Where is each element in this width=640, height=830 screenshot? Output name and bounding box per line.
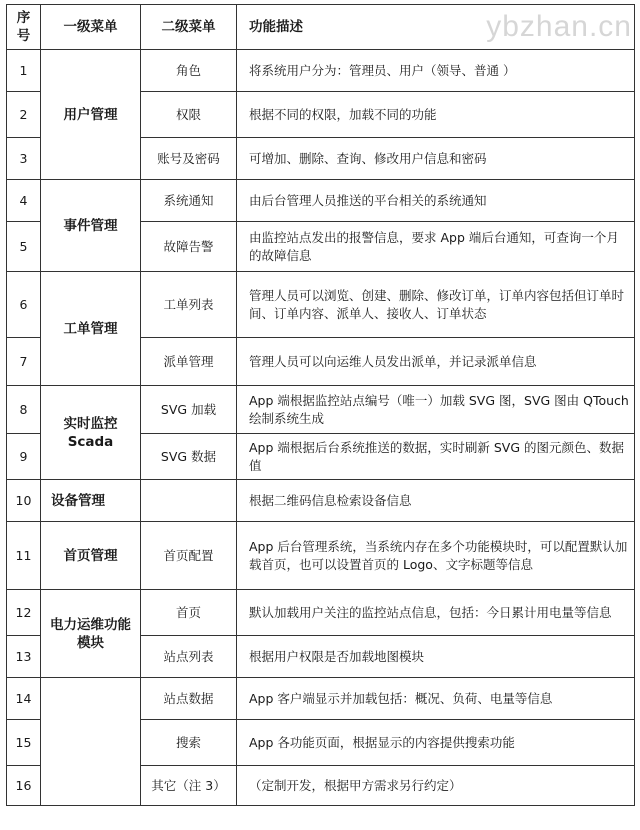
group-order: 工单管理 [41, 272, 141, 386]
row-number: 14 [7, 678, 41, 720]
description-cell: App 端根据后台系统推送的数据，实时刷新 SVG 的图元颜色、数据值 [237, 434, 635, 480]
description-cell: App 后台管理系统，当系统内存在多个功能模块时，可以配置默认加载首页，也可以设置首页的 Logo、文字标题等信息 [237, 522, 635, 590]
submenu-cell: 系统通知 [141, 180, 237, 222]
feature-menu-table [6, 4, 635, 806]
group-home: 首页管理 [41, 522, 141, 590]
group-monitor: 实时监控 Scada [41, 386, 141, 480]
group-device: 设备管理 [41, 480, 141, 522]
row-number: 13 [7, 636, 41, 678]
table-row [7, 50, 635, 92]
submenu-cell: 权限 [141, 92, 237, 138]
header-level2: 二级菜单 [141, 5, 237, 50]
table-row [7, 522, 635, 590]
row-number: 7 [7, 338, 41, 386]
table-row [7, 180, 635, 222]
description-cell: App 各功能页面，根据显示的内容提供搜索功能 [237, 720, 635, 766]
description-cell: 根据二维码信息检索设备信息 [237, 480, 635, 522]
row-number: 8 [7, 386, 41, 434]
row-number: 6 [7, 272, 41, 338]
submenu-cell: 首页配置 [141, 522, 237, 590]
row-number: 1 [7, 50, 41, 92]
submenu-cell: 其它（注 3） [141, 766, 237, 806]
submenu-cell: 站点列表 [141, 636, 237, 678]
description-cell: 可增加、删除、查询、修改用户信息和密码 [237, 138, 635, 180]
row-number: 2 [7, 92, 41, 138]
submenu-cell [141, 480, 237, 522]
header-row [7, 5, 635, 50]
description-cell: 将系统用户分为：管理员、用户（领导、普通 ） [237, 50, 635, 92]
description-cell: 管理人员可以浏览、创建、删除、修改订单，订单内容包括但订单时间、订单内容、派单人、接收人、订单状态 [237, 272, 635, 338]
group-power: 电力运维功能模块 [41, 590, 141, 678]
row-number: 3 [7, 138, 41, 180]
table-row [7, 590, 635, 636]
group-event: 事件管理 [41, 180, 141, 272]
row-number: 11 [7, 522, 41, 590]
submenu-cell: 工单列表 [141, 272, 237, 338]
row-number: 12 [7, 590, 41, 636]
table-row [7, 386, 635, 434]
row-number: 5 [7, 222, 41, 272]
description-cell: App 端根据监控站点编号（唯一）加载 SVG 图，SVG 图由 QTouch 绘制系统生成 [237, 386, 635, 434]
submenu-cell: 首页 [141, 590, 237, 636]
description-cell: 由监控站点发出的报警信息，要求 App 端后台通知，可查询一个月的故障信息 [237, 222, 635, 272]
group-user: 用户管理 [41, 50, 141, 180]
description-cell: 管理人员可以向运维人员发出派单，并记录派单信息 [237, 338, 635, 386]
table-row [7, 480, 635, 522]
submenu-cell: 搜索 [141, 720, 237, 766]
description-cell: App 客户端显示并加载包括：概况、负荷、电量等信息 [237, 678, 635, 720]
description-cell: 根据不同的权限，加载不同的功能 [237, 92, 635, 138]
submenu-cell: SVG 数据 [141, 434, 237, 480]
row-number: 15 [7, 720, 41, 766]
table-row [7, 272, 635, 338]
watermark-text: ybzhan.cn [486, 10, 632, 43]
description-cell: 根据用户权限是否加载地图模块 [237, 636, 635, 678]
description-cell: （定制开发，根据甲方需求另行约定） [237, 766, 635, 806]
submenu-cell: 账号及密码 [141, 138, 237, 180]
submenu-cell: 故障告警 [141, 222, 237, 272]
submenu-cell: 派单管理 [141, 338, 237, 386]
description-cell: 默认加载用户关注的监控站点信息，包括：今日累计用电量等信息 [237, 590, 635, 636]
row-number: 10 [7, 480, 41, 522]
header-seq: 序号 [7, 5, 41, 50]
row-number: 16 [7, 766, 41, 806]
description-cell: 由后台管理人员推送的平台相关的系统通知 [237, 180, 635, 222]
row-number: 4 [7, 180, 41, 222]
table-row [7, 678, 635, 720]
header-level1: 一级菜单 [41, 5, 141, 50]
submenu-cell: SVG 加载 [141, 386, 237, 434]
submenu-cell: 站点数据 [141, 678, 237, 720]
row-number: 9 [7, 434, 41, 480]
submenu-cell: 角色 [141, 50, 237, 92]
header-desc: 功能描述 [237, 5, 635, 50]
group-empty [41, 678, 141, 806]
